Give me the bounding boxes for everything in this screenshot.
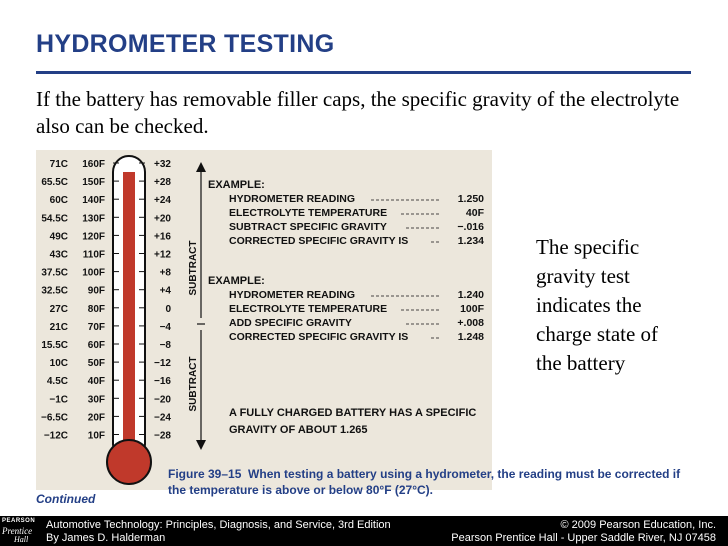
correction-value: −4 (159, 321, 171, 333)
arrow-up-icon (196, 162, 206, 172)
fahrenheit-label: 140F (82, 195, 105, 207)
pearson-prentice-hall-logo (2, 518, 40, 544)
celsius-label: 27C (49, 303, 68, 315)
celsius-label: 15.5C (41, 340, 68, 351)
correction-value: +4 (159, 285, 171, 297)
logo-text-mid: Prentice (2, 526, 33, 536)
thermometer-bulb (107, 440, 151, 484)
fahrenheit-label: 60F (87, 340, 105, 351)
celsius-label: −6.5C (41, 412, 68, 424)
side-note: The specific gravity test indicates the charge state of the battery (536, 235, 659, 375)
fahrenheit-label: 40F (87, 376, 105, 388)
example1-heading: EXAMPLE: (208, 179, 265, 191)
intro-text: If the battery has removable filler caps, the specific gravity of the electrolyte also can be checked. (36, 87, 680, 138)
example-row-value: 1.248 (457, 331, 484, 343)
fahrenheit-label: 10F (87, 430, 105, 442)
example-row-value: 1.250 (457, 193, 484, 205)
correction-value: +8 (159, 267, 171, 279)
example2-rows (229, 289, 485, 343)
example-row-label: ADD SPECIFIC GRAVITY (229, 317, 352, 329)
celsius-label: 71C (49, 159, 68, 170)
logo-text-bottom: Hall (14, 535, 29, 544)
figure-caption (168, 466, 688, 498)
celsius-label: 49C (49, 231, 68, 243)
fahrenheit-label: 50F (87, 358, 105, 370)
temperature-scale (41, 159, 171, 442)
example-row-label: CORRECTED SPECIFIC GRAVITY IS (229, 235, 409, 247)
example1-rows (229, 193, 485, 247)
fahrenheit-label: 80F (87, 303, 105, 315)
celsius-label: 54.5C (41, 213, 68, 225)
correction-value: +32 (154, 159, 171, 170)
thermometer-mercury (123, 172, 135, 452)
fahrenheit-label: 90F (87, 285, 105, 297)
example-row-label: ELECTROLYTE TEMPERATURE (229, 303, 388, 315)
fahrenheit-label: 110F (82, 249, 105, 261)
correction-value: +28 (154, 177, 171, 189)
example-row-label: HYDROMETER READING (229, 289, 356, 301)
correction-value: −12 (154, 358, 171, 370)
celsius-label: 37.5C (41, 267, 68, 279)
hydrometer-figure (36, 150, 492, 490)
celsius-label: 43C (49, 249, 68, 261)
celsius-label: 4.5C (46, 376, 68, 388)
example-row-value: +.008 (457, 317, 484, 329)
caption-figure-number: Figure 39–15 (168, 467, 242, 481)
celsius-label: 60C (49, 195, 68, 207)
correction-value: −20 (154, 394, 171, 406)
correction-value: +20 (154, 213, 171, 225)
correction-value: +24 (154, 195, 171, 207)
temperature-correction-chart (36, 150, 492, 490)
celsius-label: 10C (49, 358, 68, 370)
footer-publisher: Pearson Prentice Hall - Upper Saddle River, NJ 07458 (451, 532, 716, 544)
correction-value: −28 (154, 430, 171, 442)
example2-heading: EXAMPLE: (208, 275, 265, 287)
fahrenheit-label: 30F (87, 394, 105, 406)
title-underline (36, 71, 691, 74)
full-charge-note-line2: GRAVITY OF ABOUT 1.265 (229, 424, 368, 436)
correction-value: −8 (159, 340, 171, 351)
example-row-value: 1.240 (457, 289, 484, 301)
correction-value: −16 (154, 376, 171, 388)
celsius-label: 65.5C (41, 177, 68, 189)
footer-author: By James D. Halderman (46, 532, 166, 544)
subtract-label-upper: SUBTRACT (188, 240, 199, 296)
celsius-label: −12C (43, 430, 68, 442)
fahrenheit-label: 20F (87, 412, 105, 424)
celsius-label: 32.5C (41, 285, 68, 297)
fahrenheit-label: 120F (82, 231, 105, 243)
footer-copyright: © 2009 Pearson Education, Inc. (560, 519, 716, 531)
continued-label: Continued (36, 492, 96, 506)
correction-value: +16 (154, 231, 171, 243)
correction-value: −24 (154, 412, 171, 424)
example-row-value: 100F (460, 303, 484, 315)
fahrenheit-label: 100F (82, 267, 105, 279)
example-row-label: ELECTROLYTE TEMPERATURE (229, 207, 388, 219)
fahrenheit-label: 160F (82, 159, 105, 170)
celsius-label: 21C (49, 321, 68, 333)
example-row-value: 1.234 (457, 235, 484, 247)
example-row-value: −.016 (457, 221, 484, 233)
fahrenheit-label: 150F (82, 177, 105, 189)
correction-value: +12 (154, 249, 171, 261)
full-charge-note-line1: A FULLY CHARGED BATTERY HAS A SPECIFIC (229, 407, 477, 419)
example-row-value: 40F (465, 207, 484, 219)
example-row-label: HYDROMETER READING (229, 193, 356, 205)
fahrenheit-label: 70F (87, 321, 105, 333)
celsius-label: −1C (49, 394, 68, 406)
caption-text: When testing a battery using a hydrometer, the reading must be corrected if the temperature is above or below 80°F (27°C). (168, 467, 681, 497)
example-row-label: CORRECTED SPECIFIC GRAVITY IS (229, 331, 409, 343)
correction-value: 0 (165, 303, 171, 315)
fahrenheit-label: 130F (82, 213, 105, 225)
example-row-label: SUBTRACT SPECIFIC GRAVITY (229, 221, 387, 233)
slide-title: HYDROMETER TESTING (36, 30, 335, 58)
subtract-label-lower: SUBTRACT (188, 356, 199, 412)
footer-book-title: Automotive Technology: Principles, Diagnosis, and Service, 3rd Edition (46, 519, 391, 531)
logo-text-top: PEARSON (2, 518, 36, 524)
footer-bar (0, 516, 728, 546)
arrow-down-icon (196, 440, 206, 450)
